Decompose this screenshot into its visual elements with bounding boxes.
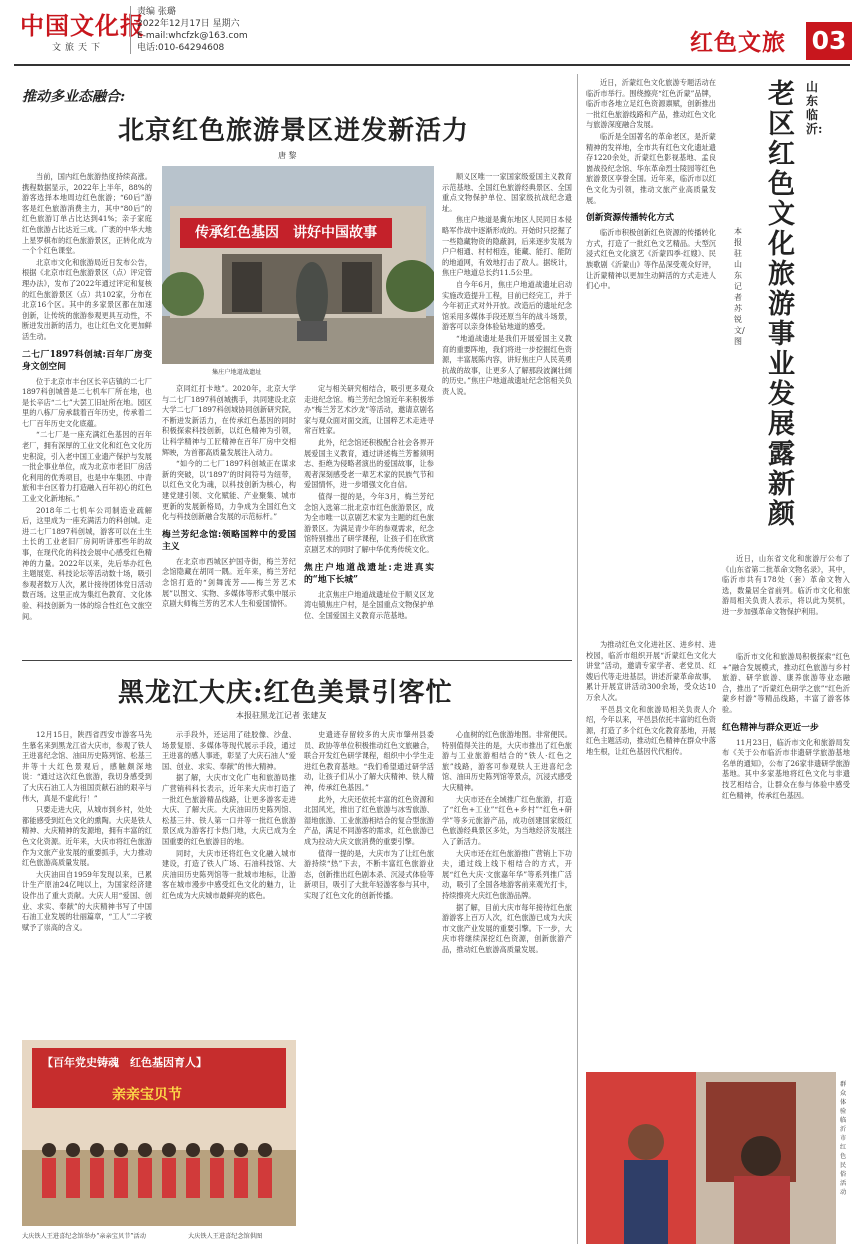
beijing-column-5 bbox=[442, 172, 572, 654]
linyi-photo bbox=[586, 1072, 836, 1244]
paragraph: 临沂是全国著名的革命老区，是沂蒙精神的发祥地，全市共有红色文化遗址遗存1220余处，沂蒙红色影视基地、孟良崮战役纪念馆、华东革命烈士陵园等红色旅游景区享誉全国。近年来，临沂市以红色文化为引领，推动文旅产业高质量发展。 bbox=[586, 131, 716, 205]
beijing-column-4 bbox=[304, 384, 434, 654]
daqing-photo bbox=[22, 1040, 296, 1226]
paragraph: 心血树的红色旅游地图。非常便民。特别值得关注的是，大庆市推出了红色旅游与工业旅游相结合的“铁人·红色之旅”线路，游客可参观铁人王进喜纪念馆、油田历史陈列馆等景点，沉浸式感受大庆精神。 bbox=[442, 730, 572, 792]
paragraph: 焦庄户地道是冀东地区人民同日本侵略军作战中逐渐形成的。开始时只挖掘了一些隐藏物资的隐蔽洞，后来逐步发展为户户相通、村村相连，能藏、能打、能防的地道网，有效地打击了敌人。据统计，焦庄户地道总长约11.5公里。 bbox=[442, 215, 572, 278]
daqing-photo-caption: 大庆铁人王进喜纪念馆举办“亲亲宝贝节”活动 bbox=[22, 1233, 146, 1240]
paragraph: 北京焦庄户地道战遗址位于顺义区龙湾屯镇焦庄户村，是全国重点文物保护单位、全国爱国主义教育示范基地。 bbox=[304, 589, 434, 620]
phone-line: 电话:010-64294608 bbox=[137, 43, 225, 53]
beijing-column-1 bbox=[22, 172, 152, 654]
paragraph: 示手段外，还运用了硅胶像、沙盘、场景复原、多媒体等现代展示手段，通过王进喜的感人事迹，彰显了大庆石油人“爱国、创业、求实、奉献”的伟大精神。 bbox=[162, 730, 296, 771]
paragraph: 平邑县文化和旅游局相关负责人介绍，今年以来，平邑县依托丰富的红色资源，打造了多个红色文化教育基地，开展红色主题活动，推动红色精神在群众中落地生根，让红色基因代代相传。 bbox=[586, 704, 716, 756]
paragraph: 值得一提的是，今年3月，梅兰芳纪念馆入选第二批北京市红色旅游景区，成为全市唯一以京剧艺术家为主题的红色旅游景区。为满足青少年的参观需求，纪念馆特别推出了研学课程，让孩子们在欣赏京剧艺术的同时了解中华优秀传统文化。 bbox=[304, 491, 434, 554]
section-title: 红色文旅 bbox=[690, 29, 786, 56]
daqing-headline: 黑龙江大庆:红色美景引客忙 bbox=[118, 678, 453, 708]
paragraph: 位于北京市丰台区长辛店镇的二七厂1897科创城曾是二七机车厂所在地，也是长辛店“二七”大罢工旧址所在地。园区里的八栋厂房承载着百年历史，传承着二七厂百年历史文化底蕴。 bbox=[22, 376, 152, 428]
shandong-headline: 老区红色文化旅游事业发展露新颜 bbox=[768, 79, 795, 530]
beijing-headline: 北京红色旅游景区迸发新活力 bbox=[118, 116, 470, 146]
shandong-column-1 bbox=[586, 78, 716, 634]
paragraph: 同时，大庆市还将红色文化融入城市建设，打造了铁人广场、石油科技馆、大庆油田历史陈列馆等一批城市地标，让游客在城市漫步中感受红色文化的魅力，让红色成为大庆城市最鲜亮的底色。 bbox=[162, 848, 296, 900]
paragraph: 为推动红色文化进社区、进乡村、进校园，临沂市组织开展“沂蒙红色文化大讲堂”活动，邀请专家学者、老党员、红嫂后代等走进基层，讲述沂蒙革命故事，累计开展宣讲活动300余场，受众达10万余人次。 bbox=[586, 640, 716, 702]
email-line: E-mail:whcfzk@163.com bbox=[137, 31, 248, 41]
paragraph: 定与相关研究相结合，吸引更多观众走进纪念馆。梅兰芳纪念馆近年来积极举办“梅兰芳艺术沙龙”等活动，邀请京剧名家与观众面对面交流，让国粹艺术走进寻常百姓家。 bbox=[304, 384, 434, 436]
paragraph: 京同红打卡地”。2020年，北京大学与二七厂1897科创城携手，共同建设北京大学二七厂1897科创城协同创新研究院，不断迸发新活力，在传承红色基因的同时积极探索科技创新，以红色精神为引领，让科学精神与工匠精神在百年厂房中交相辉映，为首都高质量发展注入动力。 bbox=[162, 384, 296, 457]
paragraph: 只要走进大庆，从城市到乡村，处处都能感受到红色文化的熏陶。大庆是铁人精神、大庆精神的发源地，拥有丰富的红色文化资源。近年来，大庆市将红色旅游作为文旅产业发展的重要抓手，大力推动红色旅游高质量发展。 bbox=[22, 805, 152, 868]
shandong-headline-top: 山东临沂: bbox=[806, 80, 823, 136]
paragraph: 大庆市还在全域推广红色旅游，打造了“红色+工业”“红色+乡村”“红色+研学”等多元旅游产品，成功创建国家级红色旅游经典景区多处，为当地经济发展注入了新活力。 bbox=[442, 794, 572, 846]
photo-banner-text: 【百年党史铸魂 红色基因育人】 bbox=[42, 1056, 207, 1069]
daqing-photo-credit: 大庆铁人王进喜纪念馆供图 bbox=[188, 1233, 263, 1240]
shandong-column-2a bbox=[722, 554, 850, 644]
paragraph: “如今的二七厂1897科创城正在谋求新的突破，以‘1897’的时间符号为纽带，以红色文化为魂，以科技创新为核心，构建党建引领、文化赋能、产业聚集、城市更新的发展新格局，力争成为全国红色文化与科技创新融合发展的示范标杆。” bbox=[162, 459, 296, 522]
beijing-byline: 唐 黎 bbox=[278, 151, 297, 160]
daqing-byline: 本报驻黑龙江记者 张建友 bbox=[236, 711, 327, 720]
paragraph: 大庆市还在红色旅游推广营销上下功夫，通过线上线下相结合的方式，开展“红色大庆·文旅嘉年华”等系列推广活动，吸引了全国各地游客前来观光打卡，持续擦亮大庆红色旅游品牌。 bbox=[442, 848, 572, 900]
paragraph: 当前，国内红色旅游热度持续高涨。携程数据显示，2022年上半年，88%的游客选择本地周边红色旅游；“60后”游客是红色旅游消费主力，其中“80后”的红色旅游订单占比达到41%；亲子家庭红色旅游占比达近三成。广袤的中华大地上星罗棋布的红色旅游景区，正转化成为一个个红色课堂。 bbox=[22, 172, 152, 256]
paragraph: 12月15日，陕西省西安市游客马先生慕名来到黑龙江省大庆市，参观了铁人王进喜纪念馆、油田历史陈列馆、松基三井等十大红色景观后，感触颇深地说：“通过这次红色旅游，我切身感受到了大庆石油工人为祖国贡献石油的艰辛与伟大，真是不虚此行！” bbox=[22, 730, 152, 803]
date-line: 2022年12月17日 星期六 bbox=[137, 19, 240, 29]
paragraph: “二七厂是一座充满红色基因的百年老厂，拥有深厚的工业文化和红色文化历史积淀，引入老中国工业遗产保护与发展一批企事业单位，成为北京市老旧厂房活化利用的优秀项目，也是中车集团、中青旅和丰台区着力打造融入百年初心的红色工业文化新地标。” bbox=[22, 430, 152, 504]
editor-line: 责编 张璐 bbox=[137, 7, 176, 17]
masthead-info bbox=[130, 6, 248, 54]
folk-activity-illustration bbox=[586, 1072, 836, 1244]
beijing-kicker: 推动多业态融合: bbox=[22, 89, 126, 105]
paragraph: 史遗迹存留较多的大庆市肇州县委员、政协等单位积极推动红色文旅融合，联合开发红色研学课程，组织中小学生走进红色教育基地。“我们希望通过研学活动，让孩子们从小了解大庆精神、铁人精神，传承红色基因。” bbox=[304, 730, 434, 792]
paragraph: 临沂市积极创新红色资源的传播转化方式，打造了一批红色文艺精品。大型沉浸式红色文化演艺《沂蒙四季·红嫂》、民族歌剧《沂蒙山》等作品深受观众好评，让沂蒙精神以更加生动鲜活的方式走进人们心中。 bbox=[586, 228, 716, 291]
paragraph: 据了解，目前大庆市每年接待红色旅游游客上百万人次，红色旅游已成为大庆市文旅产业发展的重要引擎。下一步，大庆市将继续深挖红色资源，创新旅游产品，推动红色旅游高质量发展。 bbox=[442, 902, 572, 954]
newspaper-slogan: 文旅天下 bbox=[52, 43, 105, 53]
photo-banner-subtext: 亲亲宝贝节 bbox=[112, 1087, 182, 1103]
subheading: 二七厂1897科创城:百年厂房变身文创空间 bbox=[22, 349, 152, 372]
paragraph: 11月23日，临沂市文化和旅游局发布《关于公布临沂市非遗研学旅游基地名单的通知》，公布了26家非遗研学旅游基地。其中多家基地将红色文化与非遗技艺相结合，让群众在参与体验中感受红色精神，传承红色基因。 bbox=[722, 737, 850, 800]
paragraph: 顺义区唯一一家国家级爱国主义教育示范基地、全国红色旅游经典景区、全国重点文物保护单位、国家级抗战纪念遗址。 bbox=[442, 172, 572, 213]
section-divider bbox=[22, 660, 572, 661]
paragraph: “地道战遗址是我们开展爱国主义教育的重要阵地，我们将进一步挖掘红色资源，丰富展陈内容，讲好焦庄户人民英勇抗战的故事，让更多人了解那段波澜壮阔的历史。”焦庄户地道战遗址纪念馆相关负责人说。 bbox=[442, 333, 572, 396]
subheading: 焦庄户地道战遗址:走进真实的“地下长城” bbox=[304, 562, 434, 585]
paragraph: 值得一提的是，大庆市为了让红色旅游持续“热”下去，不断丰富红色旅游业态，创新推出红色剧本杀、沉浸式体验等新项目，吸引了大批年轻游客参与其中，实现了红色文化的创新传播。 bbox=[304, 848, 434, 900]
memorial-hall-illustration bbox=[162, 166, 434, 364]
daqing-column-1 bbox=[22, 730, 152, 1032]
hall-banner-text: 传承红色基因 讲好中国故事 bbox=[195, 225, 377, 241]
beijing-photo-caption: 集庄户地道战遗址 bbox=[212, 369, 262, 376]
paragraph: 临沂市文化和旅游局积极探索“红色+”融合发展模式，推动红色旅游与乡村旅游、研学旅游、康养旅游等业态融合，推出了“沂蒙红色研学之旅”“红色沂蒙乡村游”等精品线路，丰富了游客体验。 bbox=[722, 652, 850, 714]
beijing-column-3 bbox=[162, 384, 296, 654]
paragraph: 近日，山东省文化和旅游厅公布了《山东省第二批革命文物名录》，其中，临沂市共有178处（套）革命文物入选，数量居全省前列。临沂市文化和旅游局相关负责人表示，将以此为契机，进一步加强革命文物保护利用。 bbox=[722, 554, 850, 616]
daqing-column-4 bbox=[442, 730, 572, 1244]
column-divider bbox=[577, 74, 578, 1244]
beijing-photo bbox=[162, 166, 434, 364]
shandong-column-3 bbox=[586, 640, 716, 980]
paragraph: 近日，沂蒙红色文化旅游专题活动在临沂市举行。围绕擦亮“红色沂蒙”品牌，临沂市各地立足红色资源禀赋，创新推出一批红色旅游线路和产品，推动红色文化与旅游深度融合发展。 bbox=[586, 78, 716, 130]
linyi-photo-caption: 群众体验临沂市红色民俗活动 bbox=[840, 1081, 847, 1196]
page-number-badge: 03 bbox=[806, 22, 852, 60]
paragraph: 自今年6月，焦庄户地道战遗址启动实施改造提升工程，目前已经完工，并于今年初正式对外开放。改造后的遗址纪念馆采用多媒体手段还原当年的战斗场景，游客可以亲身体验钻地道的感受。 bbox=[442, 279, 572, 332]
newspaper-logo: 中国文化报 bbox=[20, 11, 145, 40]
paragraph: 北京市文化和旅游局近日发布公告，根据《北京市红色旅游景区（点）评定管理办法》，发布了2022年通过评定和复核的红色旅游景区（点）共102家，分布在北京16个区。其中的多家景区都在加速创新，让传统的旅游参观更具互动性，不断迸发出新的活力，也让红色文化更加鲜活生动。 bbox=[22, 257, 152, 341]
daqing-column-3 bbox=[304, 730, 434, 1244]
subheading: 红色精神与群众更近一步 bbox=[722, 722, 819, 733]
paragraph: 在北京市西城区护国寺街，梅兰芳纪念馆隐藏在胡同一隅。近年来，梅兰芳纪念馆打造的“剑舞流芳——梅兰芳艺术展”以图文、实物、多媒体等形式集中展示京剧大师梅兰芳的艺术人生和爱国情怀。 bbox=[162, 556, 296, 609]
subheading: 梅兰芳纪念馆:领略国粹中的爱国主义 bbox=[162, 529, 296, 552]
paragraph: 此外，纪念馆还积极配合社会各界开展爱国主义教育，通过讲述梅兰芳蓄须明志、拒绝为侵略者演出的爱国故事，让参观者深刻感受老一辈艺术家的民族气节和爱国情怀，进一步增强文化自信。 bbox=[304, 437, 434, 490]
paragraph: 大庆油田自1959年发现以来，已累计生产原油24亿吨以上，为国家经济建设作出了重大贡献。大庆人用“爱国、创业、求实、奉献”的大庆精神书写了中国石油工业发展的壮丽篇章，“工人”二字被赋予了崇高的含义。 bbox=[22, 869, 152, 932]
masthead-rule bbox=[14, 64, 850, 66]
daqing-column-2 bbox=[162, 730, 296, 1032]
shandong-column-4 bbox=[722, 652, 850, 1072]
shandong-byline: 本报驻山东记者 苏 锐 文/图 bbox=[734, 227, 745, 346]
paragraph: 据了解，大庆市文化广电和旅游局推广营销科科长表示，近年来大庆市打造了一批红色旅游精品线路，让更多游客走进大庆、了解大庆。大庆油田历史陈列馆、松基三井、铁人第一口井等一批红色旅游景区成为游客打卡热门地，大庆已成为全国重要的红色旅游目的地。 bbox=[162, 773, 296, 846]
paragraph: 此外，大庆还依托丰富的红色资源和北国风光，推出了红色旅游与冰雪旅游、湿地旅游、工业旅游相结合的复合型旅游产品，满足不同游客的需求，红色旅游已成为拉动大庆文旅消费的重要引擎。 bbox=[304, 794, 434, 846]
paragraph: 2018年二七机车公司制造业疏解后，这里成为一座充满活力的科创城。走进二七厂1897科创城，游客可以在土生土长的工业老旧厂房间听讲那些年的故事，在现代化的科技会展中心感受红色精神的力量。2022年以来，先后举办红色主题展览、科技论坛等活动数十场，吸引参观者数万人次，累计接待团体党日活动数百场。这里正成为集红色教育、文化体验、科技创新为一体的综合性红色文旅空间。 bbox=[22, 505, 152, 621]
masthead bbox=[0, 0, 860, 64]
subheading: 创新资源传播转化方式 bbox=[586, 213, 674, 224]
